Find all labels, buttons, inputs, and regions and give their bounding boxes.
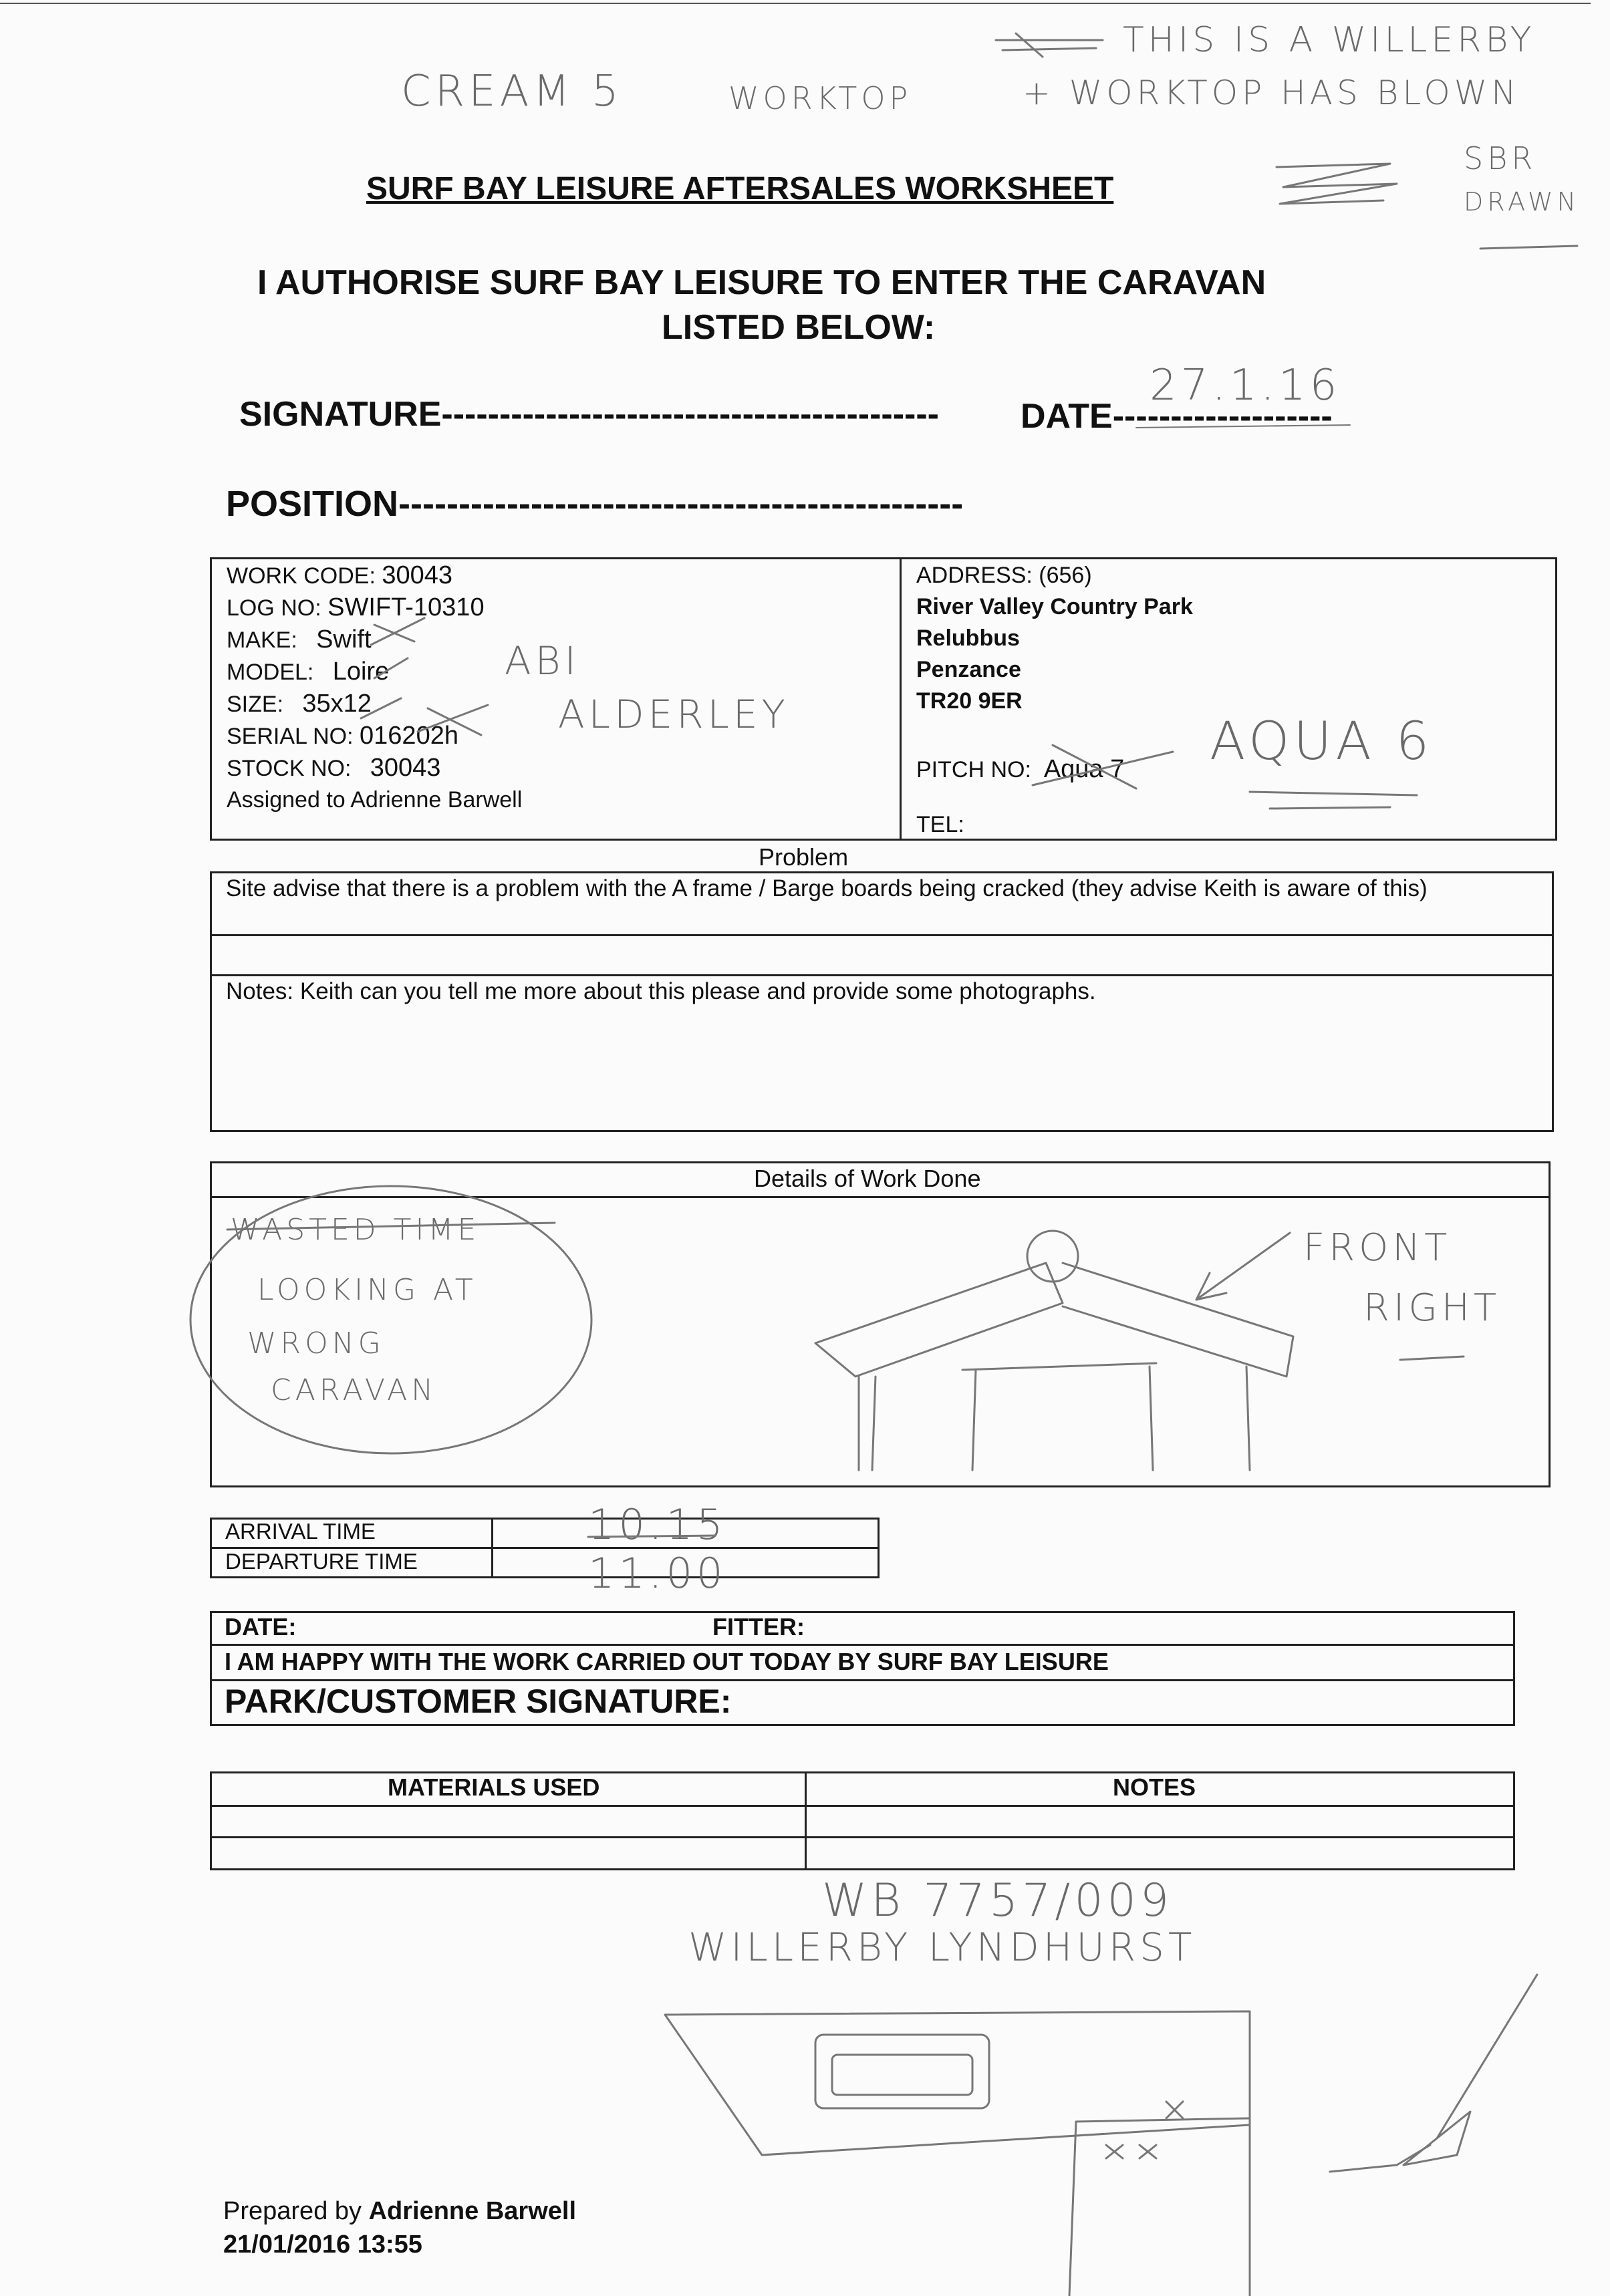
authorise-line-2: LISTED BELOW:: [662, 308, 936, 347]
bottom-arrow-sketch: [1403, 1975, 1537, 2165]
hand-wasted-2: LOOKING AT: [257, 1273, 477, 1307]
position-label: POSITION-----------------------------------------------: [226, 484, 964, 524]
bottom-counter: [665, 2011, 1250, 2155]
arrival-label: ARRIVAL TIME: [225, 1519, 376, 1544]
signature-dash-squiggle: [1136, 425, 1350, 428]
front-arrow: [1196, 1233, 1290, 1300]
hand-departure-time: 11.00: [588, 1549, 727, 1598]
hand-wasted-3: WRONG: [247, 1326, 385, 1360]
customer-signature-label: PARK/CUSTOMER SIGNATURE:: [225, 1683, 732, 1720]
tel-label: TEL:: [916, 812, 964, 837]
hand-arrival-time: 10.15: [588, 1500, 727, 1549]
pitch-cross: [1033, 745, 1173, 788]
signoff-date-label: DATE:: [225, 1613, 297, 1640]
hand-wasted-4: CARAVAN: [271, 1373, 438, 1407]
wall-left: [859, 1377, 876, 1470]
assigned-row: Assigned to Adrienne Barwell: [227, 787, 523, 813]
make-value: Swift: [316, 625, 372, 654]
work-done-heading: Details of Work Done: [754, 1165, 981, 1192]
scribble-sbr-box: [1277, 164, 1397, 204]
hand-willerby-note: THIS IS A WILLERBY: [1123, 20, 1536, 60]
hand-pitch-correction: AQUA 6: [1210, 712, 1434, 772]
underline-drawn: [1480, 246, 1577, 249]
authorise-line-1: I AUTHORISE SURF BAY LEISURE TO ENTER THE CARAVAN: [257, 263, 1266, 302]
signoff-happy-statement: I AM HAPPY WITH THE WORK CARRIED OUT TODAY BY SURF BAY LEISURE: [225, 1648, 1109, 1675]
arrival-strike: [588, 1536, 715, 1537]
hand-right: RIGHT: [1363, 1286, 1501, 1330]
pitch-value: Aqua 7: [1043, 755, 1125, 783]
prepared-timestamp: 21/01/2016 13:55: [223, 2231, 422, 2259]
apex-circle: [1027, 1231, 1078, 1282]
hand-drawn-note: DRAWN: [1464, 187, 1581, 217]
roof-left: [815, 1263, 1063, 1377]
serial-row: SERIAL NO: 016202h: [227, 722, 458, 750]
signature-label: SIGNATURE-------------------------------------------: [239, 395, 939, 434]
problem-notes: Notes: Keith can you tell me more about this please and provide some photographs.: [226, 978, 1096, 1004]
size-value: 35x12: [302, 690, 372, 718]
hand-abi: ABI: [505, 638, 580, 684]
departure-label: DEPARTURE TIME: [225, 1549, 418, 1574]
address-line-4: TR20 9ER: [916, 688, 1023, 714]
hand-worktop-note: WORKTOP: [728, 80, 912, 116]
roof-right: [1063, 1263, 1293, 1377]
address-line-1: River Valley Country Park: [916, 594, 1193, 619]
scribble-top-strike: [996, 33, 1103, 57]
model-row: MODEL: Loire: [227, 658, 390, 686]
bottom-unit: [1069, 2118, 1250, 2296]
right-underline: [1400, 1356, 1464, 1360]
log-no-value: SWIFT-10310: [327, 593, 485, 621]
serial-cross: [418, 705, 488, 735]
hand-date: 27.1.16: [1150, 361, 1341, 410]
date-label: DATE-------------------: [1021, 397, 1333, 436]
hand-worktop-blown-note: + WORKTOP HAS BLOWN: [1023, 74, 1520, 112]
model-cross: [374, 658, 408, 678]
bottom-hob-inner: [832, 2055, 972, 2095]
materials-col-header: MATERIALS USED: [388, 1773, 600, 1801]
notes-col-header: NOTES: [1113, 1773, 1196, 1801]
bottom-hob: [815, 2035, 989, 2108]
stock-row: STOCK NO: 30043: [227, 754, 441, 782]
wall-mid: [962, 1363, 1156, 1470]
hand-wasted-1: WASTED TIME: [231, 1213, 481, 1247]
hand-willerby-model: WILLERBY LYNDHURST: [688, 1924, 1196, 1970]
page-title: SURF BAY LEISURE AFTERSALES WORKSHEET: [366, 171, 1114, 206]
work-code-value: 30043: [382, 561, 453, 589]
hand-alderley: ALDERLEY: [558, 692, 789, 737]
signoff-fitter-label: FITTER:: [712, 1613, 805, 1640]
model-value: Loire: [332, 658, 390, 686]
size-row: SIZE: 35x12: [227, 690, 372, 718]
pitch-underline-2: [1270, 807, 1390, 809]
problem-heading: Problem: [759, 843, 849, 871]
pitch-row: PITCH NO: Aqua 7: [916, 755, 1125, 783]
hand-cream-note: CREAM 5: [401, 67, 623, 116]
make-cross: [371, 618, 424, 645]
log-no-row: LOG NO: SWIFT-10310: [227, 593, 485, 621]
address-line-3: Penzance: [916, 657, 1021, 682]
address-label: ADDRESS: (656): [916, 563, 1092, 588]
size-cross: [361, 698, 401, 718]
serial-value: 016202h: [360, 722, 458, 750]
hand-front: FRONT: [1303, 1226, 1452, 1270]
bottom-squiggle: [1330, 2145, 1430, 2172]
problem-text: Site advise that there is a problem with the A frame / Barge boards being cracked (they advise Keith is aware of this): [226, 875, 1428, 901]
work-code-row: WORK CODE: 30043: [227, 561, 453, 589]
prepared-by-name: Adrienne Barwell: [368, 2197, 576, 2225]
prepared-by-label: Prepared by: [223, 2197, 362, 2225]
stock-value: 30043: [370, 754, 441, 782]
make-row: MAKE: Swift: [227, 625, 372, 654]
wall-right: [1246, 1367, 1250, 1470]
pitch-underline-1: [1250, 792, 1417, 795]
hand-willerby-ref: WB 7757/009: [822, 1874, 1174, 1927]
wasted-strike: [227, 1223, 555, 1230]
hand-sbr-note: SBR: [1464, 140, 1537, 176]
address-line-2: Relubbus: [916, 625, 1020, 651]
